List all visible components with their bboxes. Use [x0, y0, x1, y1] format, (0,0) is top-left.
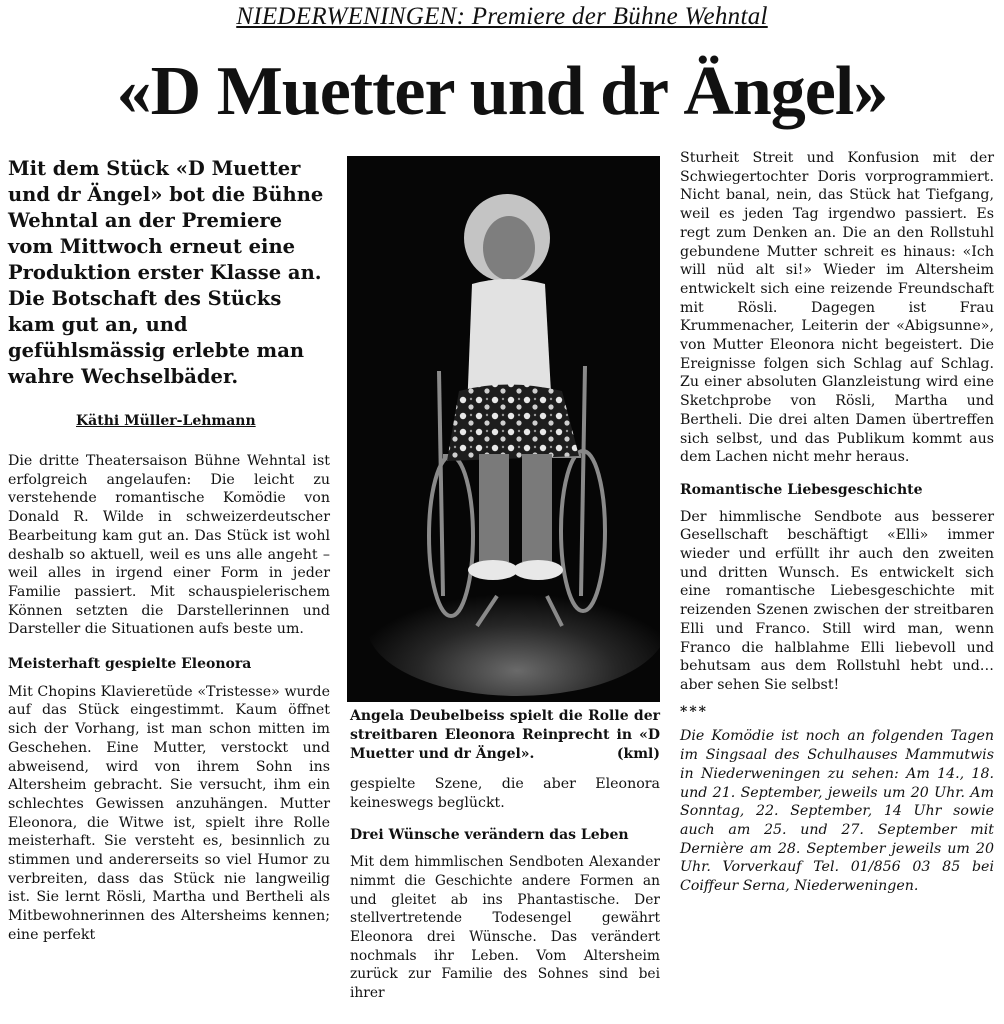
- byline: Käthi Müller-Lehmann: [76, 413, 256, 429]
- separator-stars: ***: [680, 703, 708, 720]
- lead-text: Mit dem Stück «D Muetter und dr Ängel» bot die Bühne Wehntal an der Premiere vom Mittwoch erneut eine Produktion erster Klasse an. Die Botschaft des Stücks kam gut an, und gefühlsmässig erlebte man wahre Wechselbäder.: [8, 157, 324, 388]
- eleonora-paragraph: Mit Chopins Klavieretüde «Tristesse» wurde auf das Stück eingestimmt. Kaum öffnet sich der Vorhang, ist man schon mitten im Geschehen. Eine Mutter, verstockt und abweisend, wird von ihrem Sohn ins Altersheim gebracht. Sie versucht, ihm ein schlechtes Gewissen anzuhängen. Mutter Eleonora, die Witwe ist, spielt ihre Rolle meisterhaft. Sie versteht es, besinnlich zu stimmen und andererseits so viel Humor zu verbreiten, dass das Stück nie langweilig ist. Sie lernt Rösli, Martha und Bertheli als Mitbewohnerinnen des Altersheims kennen; eine perfekt: [8, 683, 330, 943]
- photo-caption: [350, 707, 660, 764]
- kicker: NIEDERWENINGEN: Premiere der Bühne Wehntal: [236, 3, 768, 30]
- performance-dates-note: Die Komödie ist noch an folgenden Tagen im Singsaal des Schulhauses Mammutwis in Niederweningen zu sehen: Am 14., 18. und 21. September, jeweils um 20 Uhr. Am Sonntag, 22. September, 14 Uhr sowie auch am 25. und 27. September mit Dernière am 28. September jeweils um 20 Uhr. Vorverkauf Tel. 01/856 03 85 bei Coiffeur Serna, Niederweningen.: [680, 728, 994, 895]
- caption-credit: (kml): [616, 746, 660, 762]
- column-1: [8, 452, 330, 945]
- continued-paragraph: gespielte Szene, die aber Eleonora keineswegs beglückt.: [350, 776, 660, 811]
- subhead-eleonora: Meisterhaft gespielte Eleonora: [8, 656, 252, 673]
- intro-paragraph: Die dritte Theatersaison Bühne Wehntal ist erfolgreich angelaufen: Die leicht zu verstehende romantische Komödie von Donald R. Wilde in schweizerdeutscher Bearbeitung kam gut an. Das Stück ist wohl deshalb so aktuell, weil es uns alle angeht – weil alles in irgend einer Form in jeder Familie passiert. Mit schauspielerischem Können setzten die Darstellerinnen und Darsteller die Situationen aufs beste um.: [8, 453, 330, 638]
- headline: «D Muetter und dr Ängel»: [116, 53, 888, 130]
- photo-illustration: [347, 156, 660, 702]
- column-2: [350, 775, 660, 1003]
- col3-paragraph-1: Sturheit Streit und Konfusion mit der Schwiegertochter Doris vorprogrammiert. Nicht banal, nein, das Stück hat Tiefgang, weil es jeden Tag irgendwo passiert. Es regt zum Denken an. Die an den Rollstuhl gebundene Mutter schreit es hinaus: «Ich will nüd alt si!» Wieder im Altersheim entwickelt sich eine reizende Freundschaft mit Rösli. Dagegen ist Frau Krummenacher, Leiterin der «Abigsunne», von Mutter Eleonora nicht begeistert. Die Ereignisse folgen sich Schlag auf Schlag. Zu einer absoluten Glanzleistung wird eine Sketchprobe von Rösli, Martha und Bertheli. Die drei alten Damen übertreffen sich selbst, und das Publikum kommt aus dem Lachen nicht mehr heraus.: [680, 150, 994, 466]
- col3-paragraph-2: Der himmlische Sendbote aus besserer Gesellschaft beschäftigt «Elli» immer wieder und erfüllt ihr auch den zweiten und dritten Wunsch. Es entwickelt sich eine romantische Liebesgeschichte mit reizenden Szenen zwischen der streitbaren Elli und Franco. Still wird man, wenn Franco die halblahme Elli liebevoll und behutsam aus dem Rollstuhl hebt und… aber sehen Sie selbst!: [680, 508, 994, 693]
- caption-text: Angela Deubelbeiss spielt die Rolle der streitbaren Eleonora Reinprecht in «D Muetter und dr Ängel».: [350, 708, 660, 762]
- drei-wuensche-paragraph: Mit dem himmlischen Sendboten Alexander nimmt die Geschichte andere Formen an und gleitet ab ins Phantastische. Der stellvertretende Todesengel gewährt Eleonora drei Wünsche. Das verändert nochmals ihr Leben. Vom Altersheim zurück zur Familie des Sohnes sind bei ihrer: [350, 854, 660, 1002]
- lead-paragraph: [8, 156, 330, 390]
- subhead-liebesgeschichte: Romantische Liebesgeschichte: [680, 481, 923, 498]
- column-3: [680, 149, 994, 896]
- subhead-drei-wuensche: Drei Wünsche verändern das Leben: [350, 827, 629, 844]
- photo-actress-wheelchair: [347, 156, 660, 702]
